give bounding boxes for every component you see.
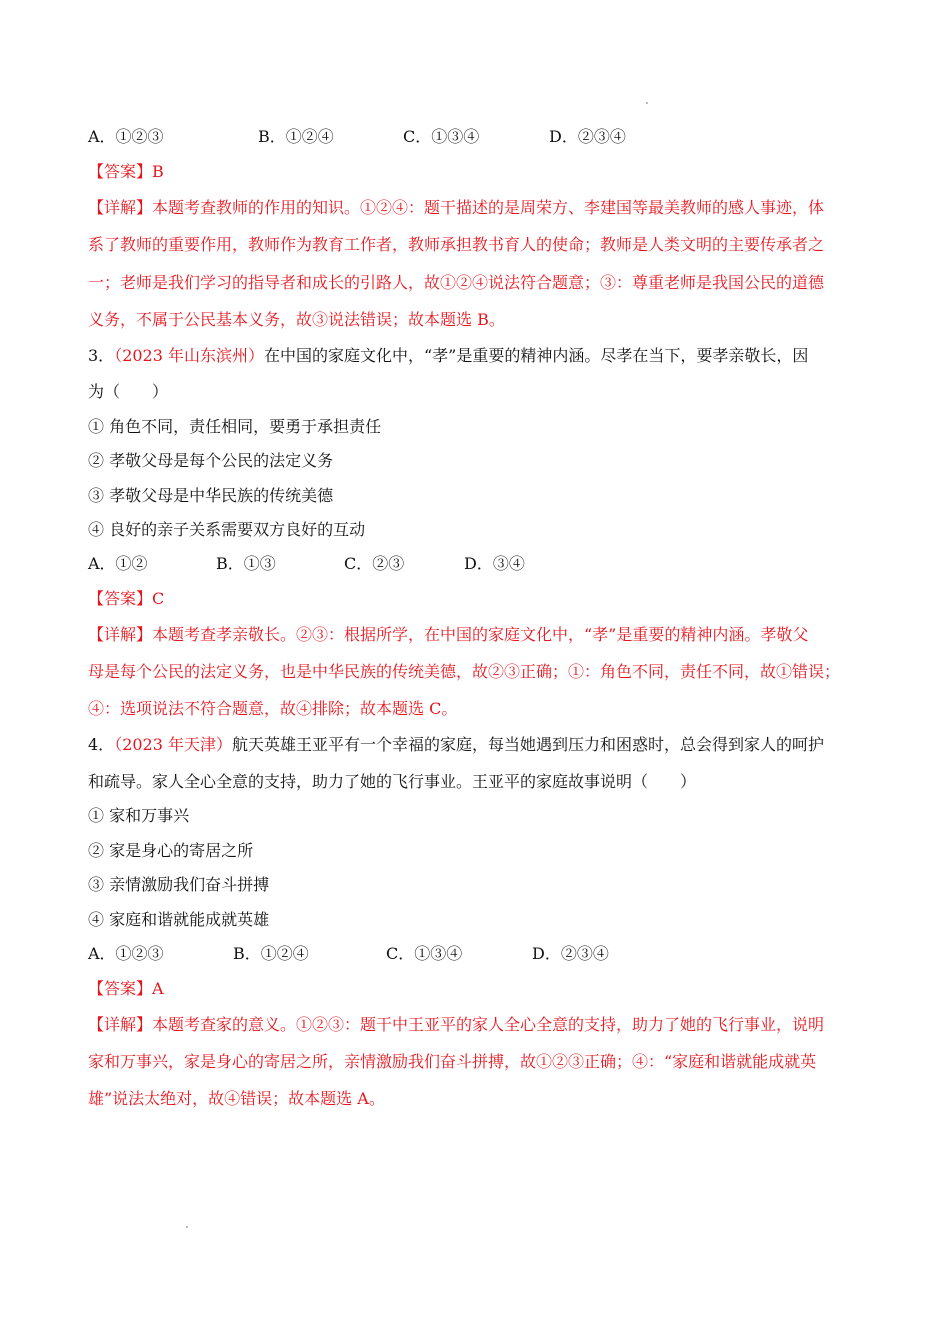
q4-statement-3: ③ 亲情激励我们奋斗拼搏 (88, 875, 270, 894)
q3-statement-3: ③ 孝敬父母是中华民族的传统美德 (88, 486, 334, 505)
q4-option-d[interactable]: D．②③④ (532, 944, 609, 963)
q4-option-c[interactable]: C．①③④ (386, 944, 463, 963)
q2-detail-line-1: 【详解】本题考查教师的作用的知识。①②④：题干描述的是周荣方、李建国等最美教师的感人事迹，体 (88, 198, 825, 217)
q2-option-c[interactable]: C．①③④ (403, 127, 480, 146)
q3-option-d[interactable]: D．③④ (464, 554, 525, 573)
q4-stem-line-2: 和疏导。家人全心全意的支持，助力了她的飞行事业。王亚平的家庭故事说明（ ） (88, 772, 697, 791)
q2-detail-line-3: 一；老师是我们学习的指导者和成长的引路人，故①②④说法符合题意；③：尊重老师是我国公民的道德 (88, 273, 825, 292)
q3-detail-line-2: 母是每个公民的法定义务，也是中华民族的传统美德，故②③正确；①：角色不同，责任不同，故①错误； (88, 662, 841, 681)
q3-stem (88, 346, 808, 366)
scan-dot (186, 1226, 188, 1228)
q2-option-a[interactable]: A．①②③ (88, 127, 164, 146)
q4-option-b[interactable]: B．①②④ (233, 944, 309, 963)
q4-detail-line-1: 【详解】本题考查家的意义。①②③：题干中王亚平的家人全心全意的支持，助力了她的飞行事业，说明 (88, 1015, 825, 1034)
q3-detail-line-3: ④：选项说法不符合题意，故④排除；故本题选 C。 (88, 699, 458, 718)
q3-detail-line-1: 【详解】本题考查孝亲敬长。②③：根据所学，在中国的家庭文化中，“孝”是重要的精神内涵。孝敬父 (88, 625, 809, 644)
q4-option-a[interactable]: A．①②③ (88, 944, 164, 963)
q4-answer: 【答案】A (88, 979, 164, 998)
q4-number: 4． (88, 735, 115, 754)
q4-stem-text: 航天英雄王亚平有一个幸福的家庭，每当她遇到压力和困惑时，总会得到家人的呵护 (232, 735, 825, 754)
q3-option-a[interactable]: A．①② (88, 554, 148, 573)
q3-option-c[interactable]: C．②③ (344, 554, 405, 573)
q3-stem-line-2: 为（ ） (88, 382, 169, 401)
q2-detail-line-2: 系了教师的重要作用，教师作为教育工作者，教师承担教书育人的使命；教师是人类文明的主要传承者之 (88, 235, 825, 254)
q4-statement-1: ① 家和万事兴 (88, 806, 190, 825)
q3-statement-1: ① 角色不同，责任相同，要勇于承担责任 (88, 417, 382, 436)
q3-option-b[interactable]: B．①③ (216, 554, 276, 573)
q2-detail-line-4: 义务，不属于公民基本义务，故③说法错误；故本题选 B。 (88, 310, 505, 329)
q2-option-d[interactable]: D．②③④ (549, 127, 626, 146)
q4-detail-line-3: 雄”说法太绝对，故④错误；故本题选 A。 (88, 1089, 385, 1108)
scan-dot (646, 102, 648, 104)
q3-options (88, 554, 525, 574)
q4-stem (88, 735, 824, 755)
q2-options (88, 127, 626, 147)
q2-answer: 【答案】B (88, 162, 164, 181)
q3-statement-4: ④ 良好的亲子关系需要双方良好的互动 (88, 520, 366, 539)
q2-option-b[interactable]: B．①②④ (258, 127, 334, 146)
q3-source: （2023 年山东滨州） (114, 346, 264, 365)
q4-options (88, 944, 609, 964)
q3-statement-2: ② 孝敬父母是每个公民的法定义务 (88, 451, 334, 470)
q4-source: （2023 年天津） (114, 735, 232, 754)
q3-stem-text: 在中国的家庭文化中，“孝”是重要的精神内涵。尽孝在当下，要孝亲敬长，因 (264, 346, 809, 365)
q3-number: 3． (88, 346, 115, 365)
q4-statement-2: ② 家是身心的寄居之所 (88, 841, 254, 860)
q4-detail-line-2: 家和万事兴，家是身心的寄居之所，亲情激励我们奋斗拼搏，故①②③正确；④：“家庭和谐就能成就英 (88, 1052, 817, 1071)
q3-answer: 【答案】C (88, 589, 165, 608)
q4-statement-4: ④ 家庭和谐就能成就英雄 (88, 910, 270, 929)
